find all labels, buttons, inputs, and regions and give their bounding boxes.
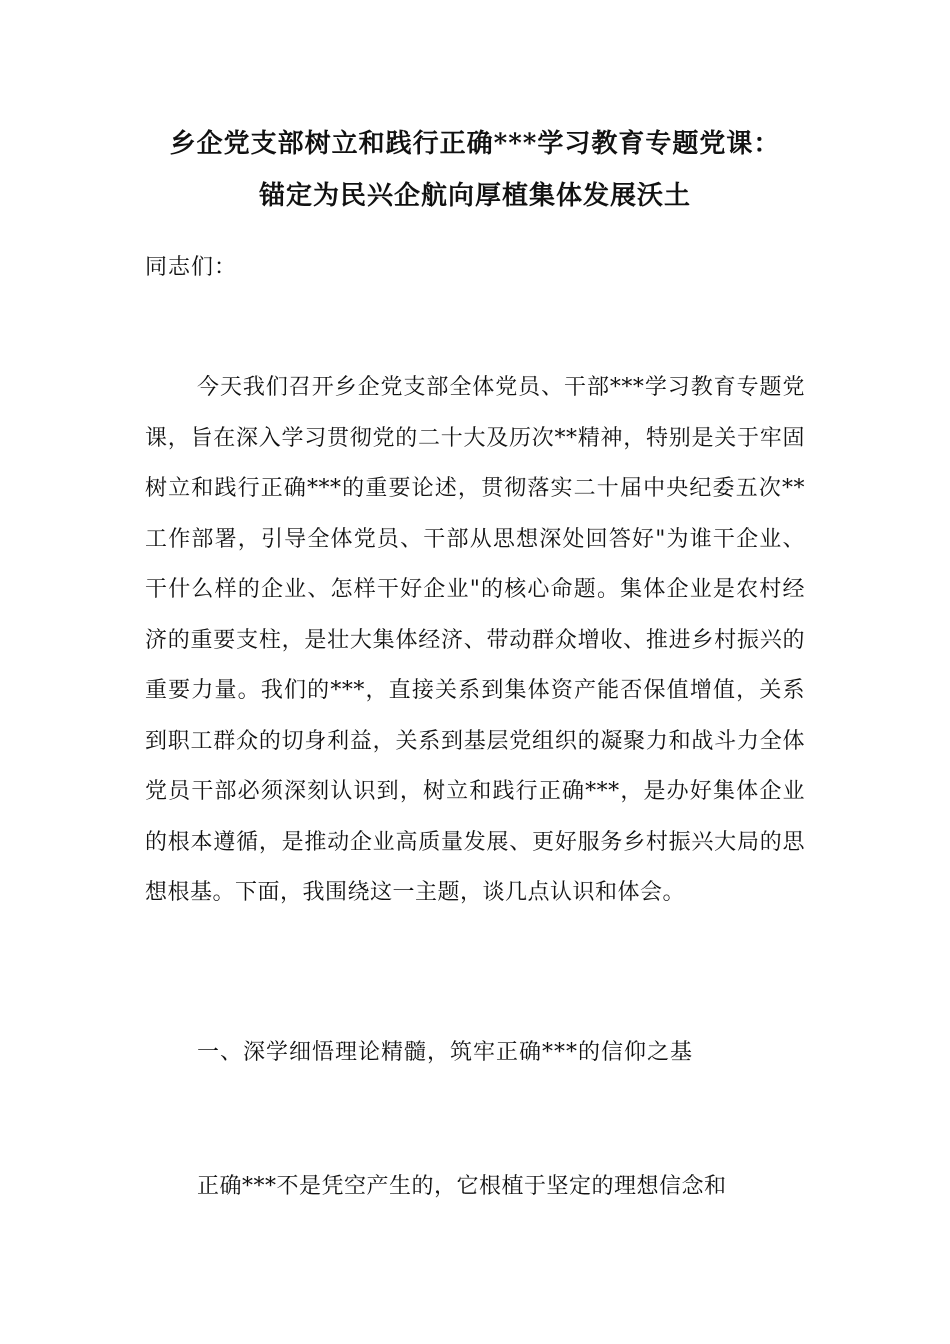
title-line-2: 锚定为民兴企航向厚植集体发展沃土 <box>258 181 691 211</box>
salutation: 同志们： <box>145 255 238 280</box>
body-paragraph-1: 今天我们召开乡企党支部全体党员、干部***学习教育专题党课，旨在深入学习贯彻党的二十大及历次**精神，特别是关于牢固树立和践行正确***的重要论述，贯彻落实二十届中央纪委五次**工作部署，引导全体党员、干部从思想深处回答好"为谁干企业、干什么样的企业、怎样干好企业"的核心命题。集体企业是农村经济的重要支柱，是壮大集体经济、带动群众增收、推进乡村振兴的重要力量。我们的***，直接关系到集体资产能否保值增值，关系到职工群众的切身利益，关系到基层党组织的凝聚力和战斗力全体党员干部必须深刻认识到，树立和践行正确***，是办好集体企业的根本遵循，是推动企业高质量发展、更好服务乡村振兴大局的思想根基。下面，我围绕这一主题，谈几点认识和体会。 <box>145 375 805 905</box>
body-paragraph-2: 正确***不是凭空产生的，它根植于坚定的理想信念和 <box>197 1174 727 1199</box>
document-title <box>0 118 950 222</box>
section-heading-1: 一、深学细悟理论精髓，筑牢正确***的信仰之基 <box>197 1040 694 1065</box>
title-line-1: 乡企党支部树立和践行正确***学习教育专题党课： <box>169 129 781 159</box>
